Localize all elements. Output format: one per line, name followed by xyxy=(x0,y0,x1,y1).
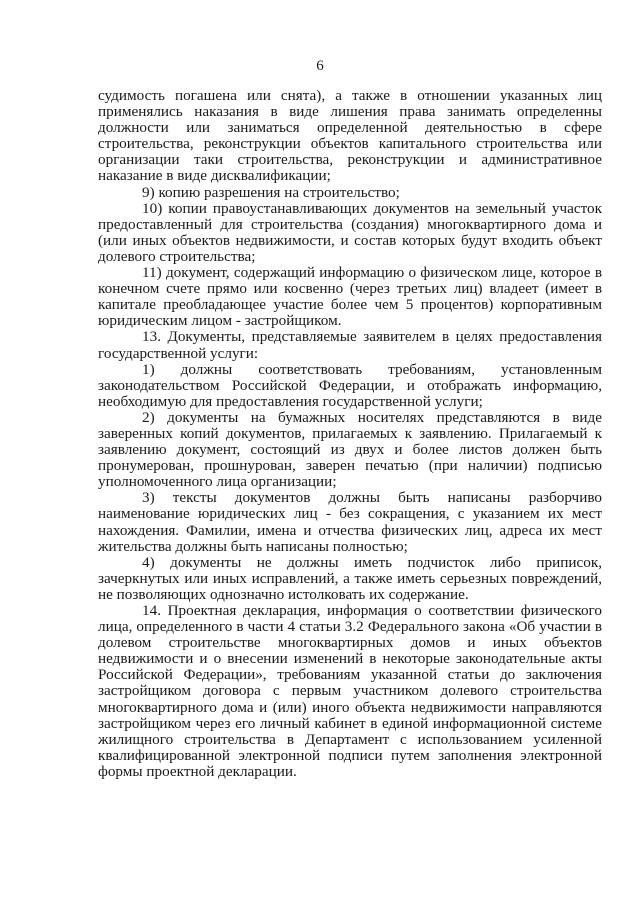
paragraph-5: 13. Документы, представляемые заявителем в целях предоставления государственной услуги: xyxy=(98,328,602,362)
paragraph-8: 3) тексты документов должны быть написаны разборчиво наименование юридических лиц - без сокращения, с указанием их мест нахождения. Фамилии, имена и отчества физических лиц, адреса их мест жительства должны быть написаны полностью; xyxy=(98,489,602,555)
document-body xyxy=(98,88,602,780)
paragraph-6: 1) должны соответствовать требованиям, установленным законодательством Российской Федерации, и отображать информацию, необходимую для предоставления государственной услуги; xyxy=(98,360,602,410)
paragraph-10: 14. Проектная декларация, информация о соответствии физического лица, определенного в части 4 статьи 3.2 Федерального закона «Об участии в долевом строительстве многоквартирных домов и иных объектов недвижимости и о внесении изменений в некоторые законодательные акты Российской Федерации», требованиям указанной статьи до заключения застройщиком договора с первым участником долевого строительства многоквартирного дома и (или) иного объекта недвижимости направляются застройщиком через его личный кабинет в единой информационной системе жилищного строительства в Департамент с использованием усиленной квалифицированной электронной подписи путем заполнения электронной формы проектной декларации. xyxy=(98,602,602,780)
paragraph-4: 11) документ, содержащий информацию о физическом лице, которое в конечном счете прямо или косвенно (через третьих лиц) владеет (имеет в капитале преобладающее участие более чем 5 процентов) корпоративным юридическим лицом - застройщиком. xyxy=(98,264,602,330)
paragraph-1: судимость погашена или снята), а также в отношении указанных лиц применялись наказания в виде лишения права занимать определенны должности или заниматься определенной деятельностью в сфере строительства, реконструкции объектов капитального строительства или организации таки строительства, реконструкции и административное наказание в виде дисквалификации; xyxy=(98,87,602,185)
paragraph-9: 4) документы не должны иметь подчисток либо приписок, зачеркнутых или иных исправлений, а также иметь серьезных повреждений, не позволяющих однозначно истолковать их содержание. xyxy=(98,553,602,603)
paragraph-7: 2) документы на бумажных носителях представляются в виде заверенных копий документов, прилагаемых к заявлению. Прилагаемый к заявлению документ, состоящий из двух и более листов должен быть пронумерован, прошнурован, заверен печатью (при наличии) подписью уполномоченного лица организации; xyxy=(98,408,602,491)
paragraph-2: 9) копию разрешения на строительство; xyxy=(142,183,400,201)
paragraph-3: 10) копии правоустанавливающих документов на земельный участок предоставленный для строительства (создания) многоквартирного дома и (или иных объектов недвижимости, и состав которых будут входить объект долевого строительства; xyxy=(98,199,602,265)
page-number: 6 xyxy=(316,58,324,74)
